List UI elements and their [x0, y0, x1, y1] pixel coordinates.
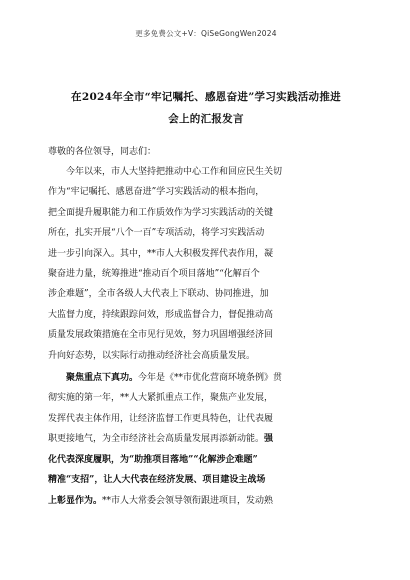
text-line — [48, 450, 364, 470]
text-line — [48, 368, 364, 388]
text-line: 作为“牢记嘱托、感恩奋进”学习实践活动的根本指向， — [48, 187, 265, 198]
text-fragment: 职更接地气，为全市经济社会高质量发展再添新动能。 — [48, 434, 265, 445]
text-line: 发挥代表主体作用，让经济监督工作更具特色，让代表履 — [48, 413, 274, 424]
text-line: 质量发展政策措施在全市见行见效，努力巩固增强经济回 — [48, 330, 274, 341]
bold-fragment: 化代表深度履职，为“助推项目落地”“化解涉企难题” — [48, 454, 258, 465]
text-line: 涉企难题”，全市各级人大代表上下联动、协同推进，加 — [48, 289, 269, 300]
title-line-1: 在2024年全市“牢记嘱托、感恩奋进”学习实践活动推进 — [71, 91, 341, 103]
text-line: 进一步引向深入。其中，**市人大积极发挥代表作用，凝 — [48, 248, 274, 259]
text-line: 彻实施的第一年，**人大紧抓重点工作，聚焦产业发展， — [48, 393, 274, 404]
salutation: 尊敬的各位领导，同志们： — [48, 147, 157, 157]
section-heading: 聚焦重点下真功。 — [66, 373, 139, 384]
text-line — [48, 429, 364, 449]
bold-fragment: 精准“支招”，让人大代表在经济发展、项目建设主战场 — [48, 475, 266, 486]
bold-fragment: 强 — [264, 434, 274, 445]
text-line: 大监督力度，持续跟踪问效，形成监督合力，督促推动高 — [48, 309, 274, 320]
text-fragment: **市人大常委会领导领衔跟进项目，发动熟 — [102, 495, 274, 506]
text-fragment: 今年是《**市优化营商环境条例》贯 — [138, 373, 283, 384]
text-line: 把全面提升履职能力和工作质效作为学习实践活动的关键 — [48, 207, 274, 218]
text-line: 今年以来，市人大坚持把推动中心工作和回应民生关切 — [66, 167, 283, 177]
title-line-2: 会上的汇报发言 — [168, 113, 244, 125]
header-note: 更多免费公文+V：QiSeGongWen2024 — [135, 29, 277, 38]
document-title — [48, 86, 364, 130]
text-line: 所在，扎实开展“八个一百”专项活动，将学习实践活动 — [48, 228, 265, 239]
text-line — [48, 470, 364, 490]
text-line: 聚奋进力量，统筹推进“推动百个项目落地”“化解百个 — [48, 269, 260, 280]
paragraph-1 — [48, 162, 364, 366]
text-line — [48, 491, 364, 511]
text-line: 升向好态势，以实际行动推动经济社会高质量发展。 — [48, 350, 256, 361]
paragraph-2 — [48, 368, 364, 511]
bold-fragment: 上彰显作为。 — [48, 495, 103, 506]
